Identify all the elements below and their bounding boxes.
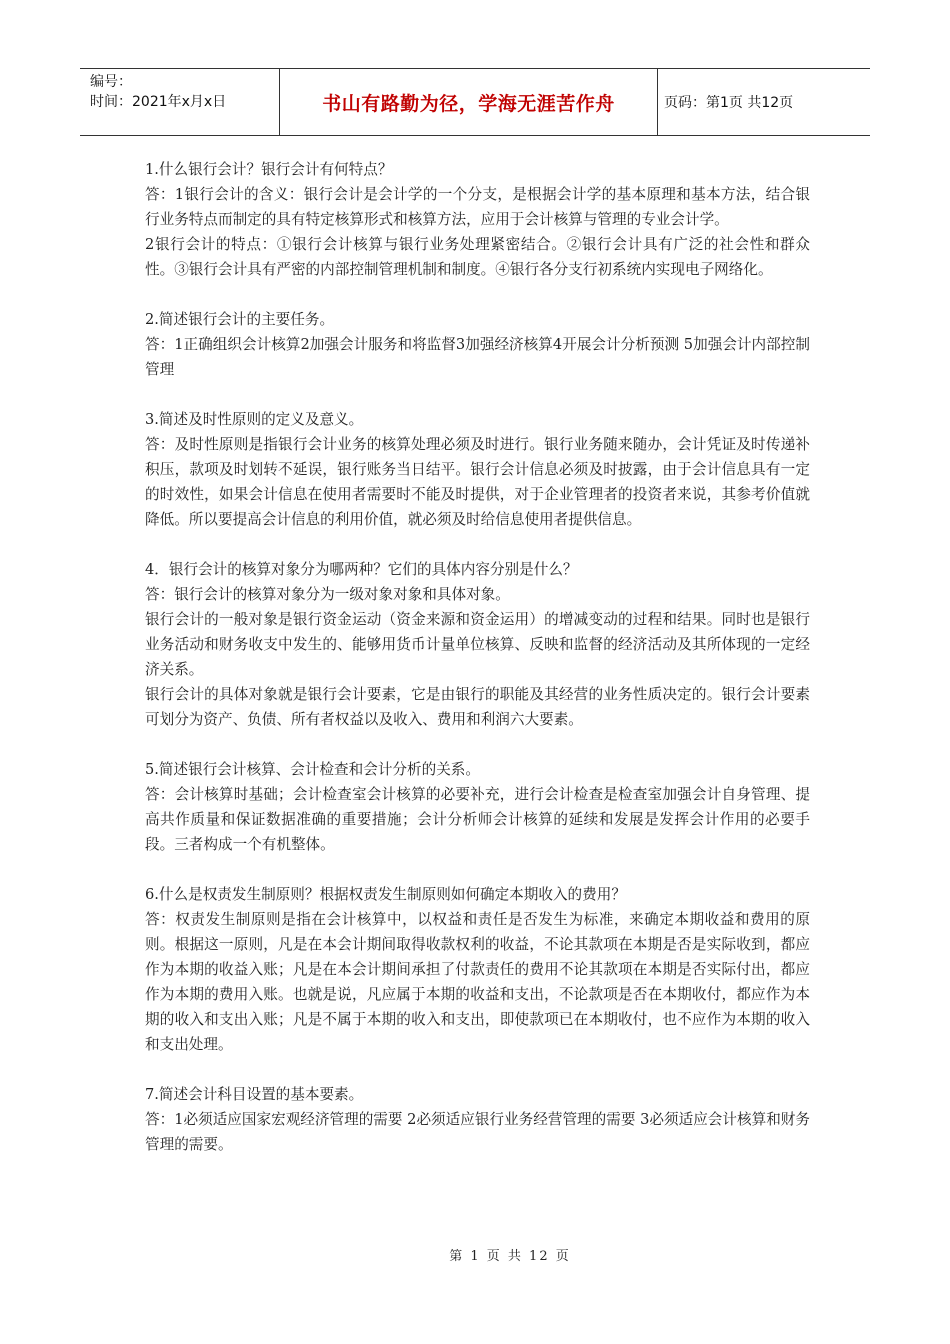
question-section <box>145 1082 810 1157</box>
header-page-info: 页码：第1页 共12页 <box>664 95 794 111</box>
answer-paragraph: 2银行会计的特点：①银行会计核算与银行业务处理紧密结合。②银行会计具有广泛的社会性和群众性。③银行会计具有严密的内部控制管理机制和制度。④银行各分支行初系统内实现电子网络化。 <box>145 236 810 278</box>
header-meta <box>80 69 280 135</box>
question-section <box>145 882 810 1057</box>
answer-paragraph: 答：1必须适应国家宏观经济管理的需要 2必须适应银行业务经营管理的需要 3必须适应会计核算和财务管理的需要。 <box>145 1111 810 1153</box>
question-section <box>145 407 810 532</box>
header-motto: 书山有路勤为径，学海无涯苦作舟 <box>280 69 658 135</box>
answer-paragraph: 答：及时性原则是指银行会计业务的核算处理必须及时进行。银行业务随来随办，会计凭证及时传递补积压，款项及时划转不延误，银行账务当日结平。银行会计信息必须及时披露，由于会计信息具有一定的时效性，如果会计信息在使用者需要时不能及时提供，对于企业管理者的投资者来说，其参考价值就降低。所以要提高会计信息的利用价值，就必须及时给信息使用者提供信息。 <box>145 436 810 528</box>
document-code-label: 编号： <box>90 74 132 90</box>
document-time-label: 时间：2021年x月x日 <box>90 94 227 110</box>
question-title: 2.简述银行会计的主要任务。 <box>145 311 335 328</box>
page-header <box>80 68 870 136</box>
question-section <box>145 757 810 857</box>
question-section <box>145 557 810 732</box>
page-footer: 第 1 页 共 12 页 <box>449 1249 571 1264</box>
document-body <box>145 157 810 1182</box>
answer-paragraph: 银行会计的一般对象是银行资金运动（资金来源和资金运用）的增减变动的过程和结果。同时也是银行业务活动和财务收支中发生的、能够用货币计量单位核算、反映和监督的经济活动及其所体现的一定经济关系。 <box>145 611 810 678</box>
question-title: 1.什么银行会计？银行会计有何特点？ <box>145 161 393 178</box>
question-title: 5.简述银行会计核算、会计检查和会计分析的关系。 <box>145 761 480 778</box>
answer-paragraph: 答：权责发生制原则是指在会计核算中，以权益和责任是否发生为标准，来确定本期收益和费用的原则。根据这一原则，凡是在本会计期间取得收款权利的收益，不论其款项在本期是否是实际收到，都应作为本期的收益入账；凡是在本会计期间承担了付款责任的费用不论其款项在本期是否实际付出，都应作为本期的费用入账。也就是说，凡应属于本期的收益和支出，不论款项是否在本期收付，都应作为本期的收入和支出入账；凡是不属于本期的收入和支出，即使款项已在本期收付，也不应作为本期的收入和支出处理。 <box>145 911 810 1053</box>
question-title: 3.简述及时性原则的定义及意义。 <box>145 411 364 428</box>
answer-paragraph: 银行会计的具体对象就是银行会计要素，它是由银行的职能及其经营的业务性质决定的。银行会计要素可划分为资产、负债、所有者权益以及收入、费用和利润六大要素。 <box>145 686 810 728</box>
answer-paragraph: 答：会计核算时基础；会计检查室会计核算的必要补充，进行会计检查是检查室加强会计自身管理、提高共作质量和保证数据准确的重要措施；会计分析师会计核算的延续和发展是发挥会计作用的必要手段。三者构成一个有机整体。 <box>145 786 810 853</box>
question-title: 6.什么是权责发生制原则？根据权责发生制原则如何确定本期收入的费用？ <box>145 886 626 903</box>
question-section <box>145 307 810 382</box>
answer-paragraph: 答：1正确组织会计核算2加强会计服务和将监督3加强经济核算4开展会计分析预测 5加强会计内部控制管理 <box>145 336 810 378</box>
answer-paragraph: 答：1银行会计的含义：银行会计是会计学的一个分支，是根据会计学的基本原理和基本方法，结合银行业务特点而制定的具有特定核算形式和核算方法，应用于会计核算与管理的专业会计学。 <box>145 186 810 228</box>
answer-paragraph: 答：银行会计的核算对象分为一级对象对象和具体对象。 <box>145 586 510 603</box>
question-title: 7.简述会计科目设置的基本要素。 <box>145 1086 364 1103</box>
question-section <box>145 157 810 282</box>
question-title: 4．银行会计的核算对象分为哪两种？它们的具体内容分别是什么？ <box>145 561 578 578</box>
